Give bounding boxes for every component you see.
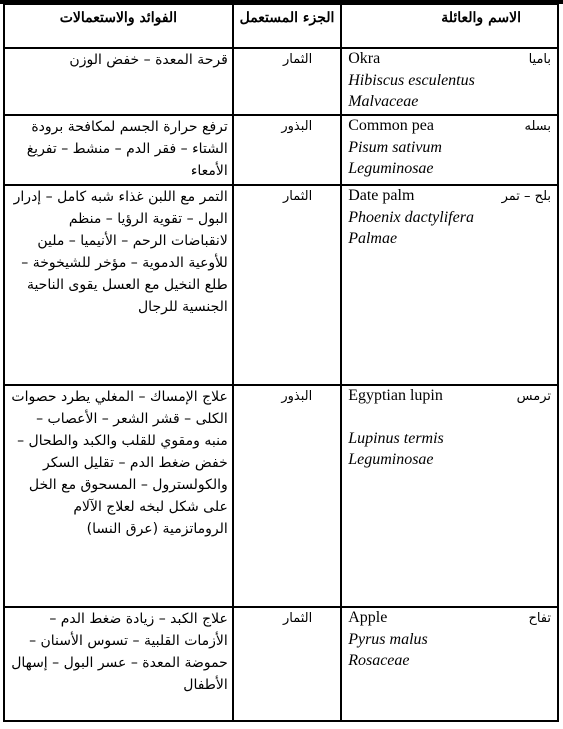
arabic-name: باميا	[528, 52, 551, 67]
family-name: Rosaceae	[348, 652, 410, 669]
name-cell	[341, 385, 558, 607]
family-name: Leguminosae	[348, 160, 434, 177]
table-row	[4, 115, 558, 185]
part-cell: الثمار	[233, 185, 341, 385]
arabic-name: بلح – تمر	[501, 189, 551, 204]
table-row	[4, 48, 558, 115]
part-cell: البذور	[233, 115, 341, 185]
uses-cell: قرحة المعدة – خفض الوزن	[4, 48, 233, 115]
scientific-name: Phoenix dactylifera	[348, 209, 474, 226]
english-name: Egyptian lupin	[348, 387, 443, 404]
header-part: الجزء المستعمل	[233, 4, 341, 48]
family-name: Palmae	[348, 230, 398, 247]
table-row	[4, 607, 558, 721]
medicinal-plants-table	[3, 3, 559, 722]
name-cell	[341, 185, 558, 385]
scientific-name: Pisum sativum	[348, 139, 442, 156]
name-cell	[341, 48, 558, 115]
header-row	[4, 4, 558, 48]
uses-cell: علاج الكبد – زيادة ضغط الدم – الأزمات القلبية – تسوس الأسنان – حموضة المعدة – عسر البول – إسهال الأطفال	[4, 607, 233, 721]
english-name: Apple	[348, 609, 388, 626]
header-uses: الفوائد والاستعمالات	[4, 4, 233, 48]
name-cell	[341, 115, 558, 185]
uses-cell: التمر مع اللبن غذاء شبه كامل – إدرار البول – تقوية الرؤيا – منظم لانقباضات الرحم – الأنيميا – ملين للأوعية الدموية – مؤخر للشيخوخة – طلع النخيل مع العسل يقوى الناحية الجنسية للرجال	[4, 185, 233, 385]
english-name: Okra	[348, 50, 381, 67]
scientific-name: Hibiscus esculentus	[348, 72, 475, 89]
table-row	[4, 185, 558, 385]
name-cell	[341, 607, 558, 721]
arabic-name: بسله	[524, 119, 551, 134]
family-name: Malvaceae	[348, 93, 419, 110]
arabic-name: ترمس	[516, 389, 551, 404]
part-cell: البذور	[233, 385, 341, 607]
scientific-name: Pyrus malus	[348, 631, 428, 648]
part-cell: الثمار	[233, 48, 341, 115]
english-name: Date palm	[348, 187, 415, 204]
header-name: الاسم والعائلة	[341, 4, 558, 48]
uses-cell: ترفع حرارة الجسم لمكافحة برودة الشتاء – فقر الدم – منشط – تفريغ الأمعاء	[4, 115, 233, 185]
english-name: Common pea	[348, 117, 434, 134]
family-name: Leguminosae	[348, 451, 434, 468]
arabic-name: تفاح	[528, 611, 551, 626]
scientific-name: Lupinus termis	[348, 430, 444, 447]
table-row	[4, 385, 558, 607]
part-cell: الثمار	[233, 607, 341, 721]
uses-cell: علاج الإمساك – المغلي يطرد حصوات الكلى – قشر الشعر – الأعصاب – منبه ومقوي للقلب والكبد والطحال – خفض ضغط الدم – تقليل السكر والكولسترول – المسحوق مع الخل على شكل لبخه لعلاج الآلام الروماتزمية (عرق النسا)	[4, 385, 233, 607]
